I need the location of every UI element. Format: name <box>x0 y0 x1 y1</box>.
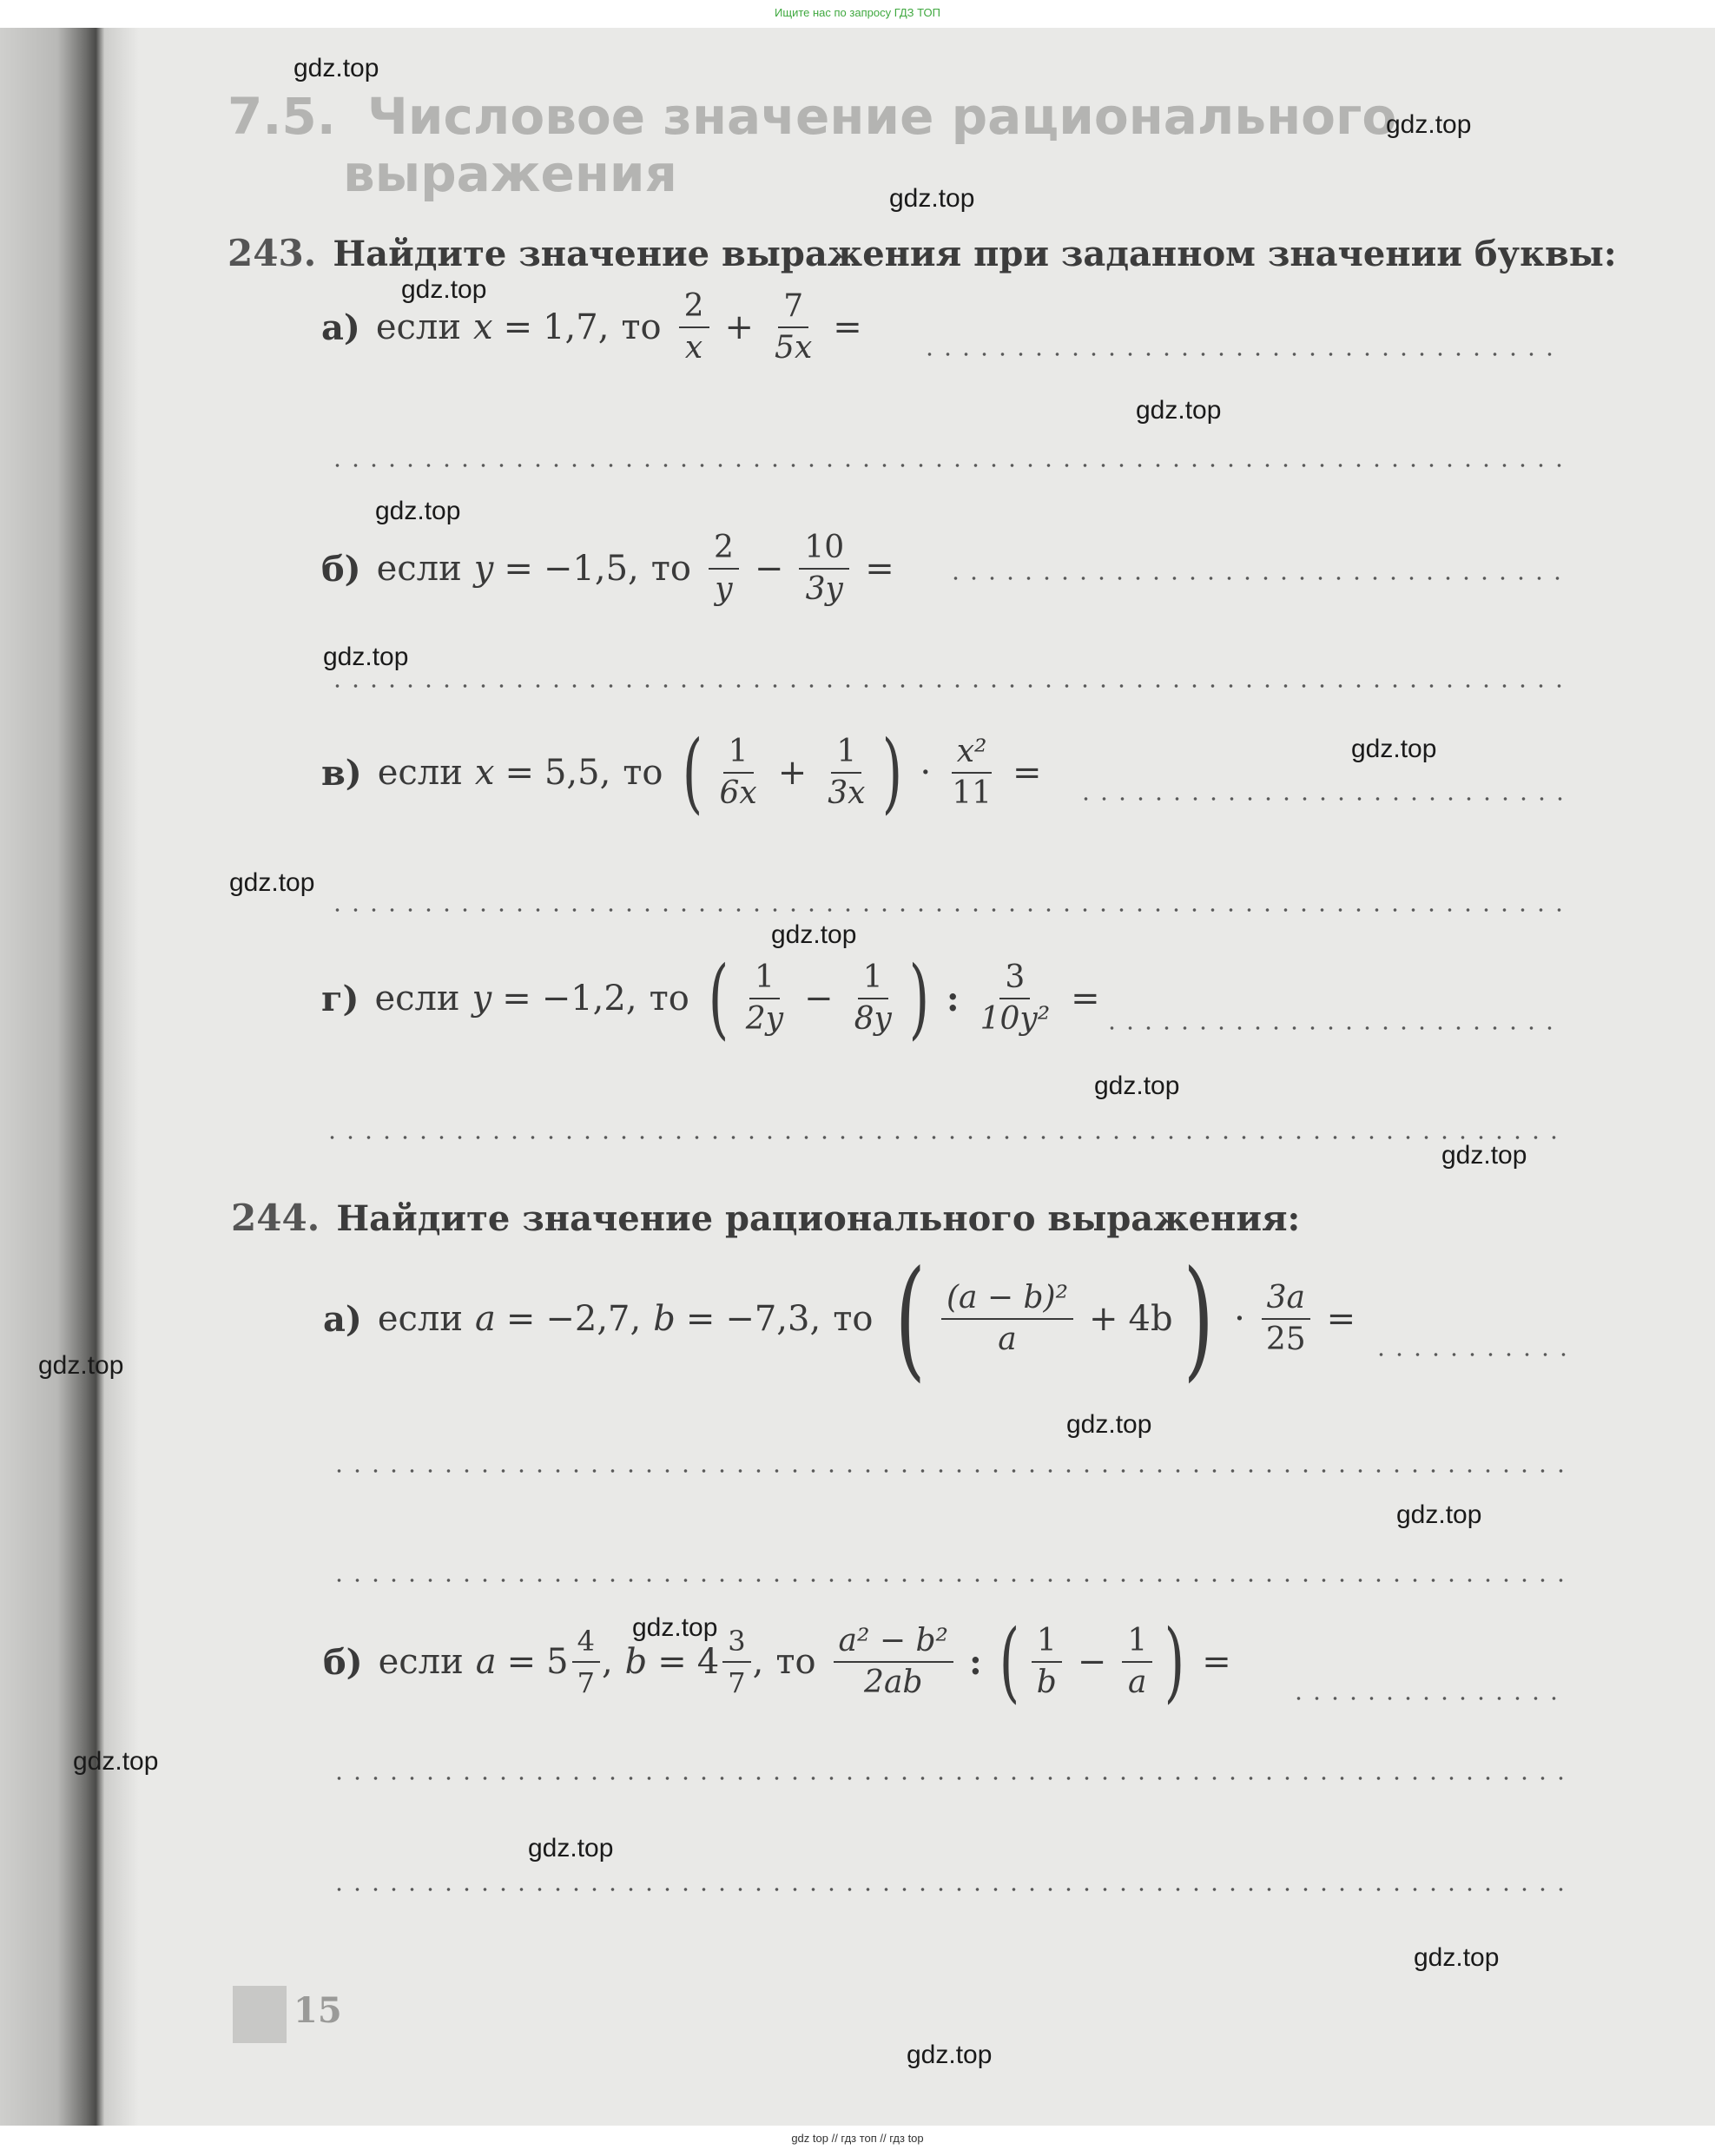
watermark: gdz.top <box>375 497 461 525</box>
divide-sign: : <box>946 978 960 1019</box>
value-a: −2,7, <box>545 1299 642 1339</box>
part-label: г) <box>321 978 359 1019</box>
equals-sign: = <box>685 1299 716 1339</box>
variable: x <box>473 307 493 347</box>
answer-line[interactable] <box>330 1777 1567 1780</box>
part-label: а) <box>323 1298 362 1340</box>
fraction: $\frac{\text{x²}}{11}$ <box>952 734 993 811</box>
fraction: $\frac{7}{5x}$ <box>775 288 813 366</box>
answer-line[interactable] <box>328 684 1563 688</box>
answer-line[interactable] <box>323 1136 1568 1139</box>
watermark: gdz.top <box>1414 1943 1500 1972</box>
section-number: 7.5. <box>228 87 336 146</box>
word-if: если <box>378 1642 464 1682</box>
watermark: gdz.top <box>1396 1500 1482 1529</box>
watermark: gdz.top <box>1441 1141 1527 1170</box>
word-then: то <box>833 1299 874 1339</box>
watermark: gdz.top <box>1351 735 1437 763</box>
variable-a: a <box>475 1299 496 1339</box>
word-if: если <box>374 979 460 1019</box>
equals-sign: = <box>833 307 862 347</box>
multiply-sign: · <box>920 753 932 793</box>
part-label: б) <box>321 548 361 590</box>
answer-line[interactable] <box>1290 1697 1567 1700</box>
left-paren: ( <box>708 947 729 1049</box>
equals-sign: = <box>1326 1299 1356 1339</box>
minus-sign: − <box>1077 1642 1107 1682</box>
equals-sign: = <box>506 1642 537 1682</box>
fraction: $\frac{\text{(a − b)²}}{a}$ <box>941 1280 1073 1358</box>
value-b: −7,3, <box>725 1299 821 1339</box>
answer-line[interactable] <box>330 1888 1567 1891</box>
answer-line[interactable] <box>330 1579 1567 1582</box>
word-then: то <box>650 549 691 589</box>
part-label: а) <box>321 307 360 348</box>
fraction: $\frac{1}{2y}$ <box>745 959 784 1037</box>
answer-line[interactable] <box>1077 797 1563 801</box>
watermark: gdz.top <box>889 184 975 213</box>
watermark: gdz.top <box>73 1747 159 1776</box>
variable: x <box>474 753 495 793</box>
value: 1,7, <box>543 307 610 347</box>
minus-sign: − <box>804 979 834 1019</box>
word-then: то <box>775 1642 816 1682</box>
word-if: если <box>377 753 463 793</box>
term: 4b <box>1128 1299 1173 1339</box>
right-paren: ) <box>882 722 903 823</box>
bottom-banner: gdz top // гдз топ // гдз top <box>791 2132 924 2145</box>
task-number: 243. <box>228 232 317 274</box>
word-then: то <box>621 307 662 347</box>
left-paren: ( <box>682 722 702 823</box>
watermark: gdz.top <box>294 54 379 82</box>
book-spine <box>0 28 104 2126</box>
variable-a: a <box>475 1642 497 1682</box>
fraction: $\frac{1}{b}$ <box>1032 1623 1062 1701</box>
task-243-v <box>321 722 1052 823</box>
fraction: $\frac{3}{\text{10y²}}$ <box>980 959 1051 1037</box>
answer-line[interactable] <box>328 464 1563 467</box>
equals-sign: = <box>1071 979 1100 1019</box>
fraction: $\frac{1}{6x}$ <box>719 734 757 811</box>
right-paren: ) <box>908 947 930 1049</box>
watermark: gdz.top <box>907 2041 993 2069</box>
fraction: $\frac{1}{3x}$ <box>828 734 866 811</box>
watermark: gdz.top <box>1136 396 1222 425</box>
watermark: gdz.top <box>1094 1071 1180 1100</box>
value: −1,2, <box>541 979 637 1019</box>
equals-sign: = <box>1013 753 1042 793</box>
plus-sign: + <box>724 307 755 347</box>
value: −1,5, <box>543 549 639 589</box>
task-244-a <box>323 1243 1366 1394</box>
equals-sign: = <box>503 307 533 347</box>
right-paren: ) <box>1183 1243 1214 1394</box>
equals-sign: = <box>505 1299 536 1339</box>
equals-sign: = <box>502 979 531 1019</box>
equals-sign: = <box>865 549 894 589</box>
page-number-box <box>233 1986 287 2043</box>
equals-sign: = <box>1202 1642 1231 1682</box>
mixed-number: 4 $\frac{3}{7}$ <box>697 1623 753 1701</box>
variable-b: b <box>653 1299 676 1339</box>
equals-sign: = <box>657 1642 687 1682</box>
divide-sign: : <box>968 1641 982 1683</box>
task-244-heading <box>231 1197 1300 1239</box>
task-244-b <box>323 1611 1242 1712</box>
task-text: Найдите значение выражения при заданном значении буквы: <box>333 234 1617 274</box>
task-243-b <box>321 530 905 608</box>
fraction: $\frac{1}{a}$ <box>1122 1623 1152 1701</box>
minus-sign: − <box>754 549 784 589</box>
left-paren: ( <box>999 1611 1019 1712</box>
section-title-line2: выражения <box>343 144 677 203</box>
word-then: то <box>649 979 689 1019</box>
plus-sign: + <box>777 753 808 793</box>
right-paren: ) <box>1164 1611 1185 1712</box>
watermark: gdz.top <box>323 643 409 671</box>
fraction: $\frac{2}{y}$ <box>709 530 739 608</box>
section-title-line1: Числовое значение рационального <box>366 87 1397 146</box>
watermark: gdz.top <box>401 275 487 304</box>
variable: y <box>473 549 494 589</box>
task-text: Найдите значение рационального выражения: <box>336 1198 1301 1239</box>
task-number: 244. <box>231 1197 320 1239</box>
fraction: $\frac{1}{8y}$ <box>854 959 892 1037</box>
equals-sign: = <box>505 753 534 793</box>
comma: , <box>601 1642 613 1682</box>
top-banner: Ищите нас по запросу ГДЗ ТОП <box>775 6 940 19</box>
part-label: б) <box>323 1641 363 1683</box>
section-title <box>228 89 1396 144</box>
plus-sign: + <box>1089 1299 1118 1339</box>
watermark: gdz.top <box>1066 1410 1152 1439</box>
page-number: 15 <box>294 1990 342 2031</box>
left-paren: ( <box>895 1243 927 1394</box>
variable: y <box>472 979 492 1019</box>
word-if: если <box>377 1299 463 1339</box>
answer-line[interactable] <box>947 577 1563 580</box>
value: 5,5, <box>544 753 611 793</box>
textbook-page <box>0 28 1715 2126</box>
fraction: $\frac{3a}{25}$ <box>1261 1280 1311 1358</box>
word-then: то <box>623 753 663 793</box>
watermark: gdz.top <box>1386 110 1472 139</box>
comma: , <box>752 1642 764 1682</box>
watermark: gdz.top <box>38 1351 124 1380</box>
watermark: gdz.top <box>771 920 857 949</box>
answer-line[interactable] <box>330 1469 1567 1473</box>
answer-line[interactable] <box>1103 1026 1563 1030</box>
task-243-g <box>321 947 1111 1049</box>
multiply-sign: · <box>1234 1299 1245 1339</box>
word-if: если <box>375 307 461 347</box>
watermark: gdz.top <box>528 1834 614 1863</box>
watermark: gdz.top <box>632 1613 718 1642</box>
fraction: $\frac{\text{a² − b²}}{2ab}$ <box>834 1623 953 1701</box>
answer-line[interactable] <box>1372 1353 1567 1356</box>
mixed-number: 5 $\frac{4}{7}$ <box>546 1623 602 1701</box>
fraction: $\frac{10}{3y}$ <box>799 530 849 608</box>
spine-shadow <box>104 28 139 2126</box>
watermark: gdz.top <box>229 868 315 897</box>
part-label: в) <box>321 752 362 794</box>
answer-line[interactable] <box>328 908 1563 912</box>
word-if: если <box>376 549 462 589</box>
variable-b: b <box>624 1642 648 1682</box>
task-243-heading <box>228 232 1617 274</box>
equals-sign: = <box>504 549 533 589</box>
answer-line[interactable] <box>920 353 1563 356</box>
fraction: $\frac{2}{x}$ <box>679 288 709 366</box>
